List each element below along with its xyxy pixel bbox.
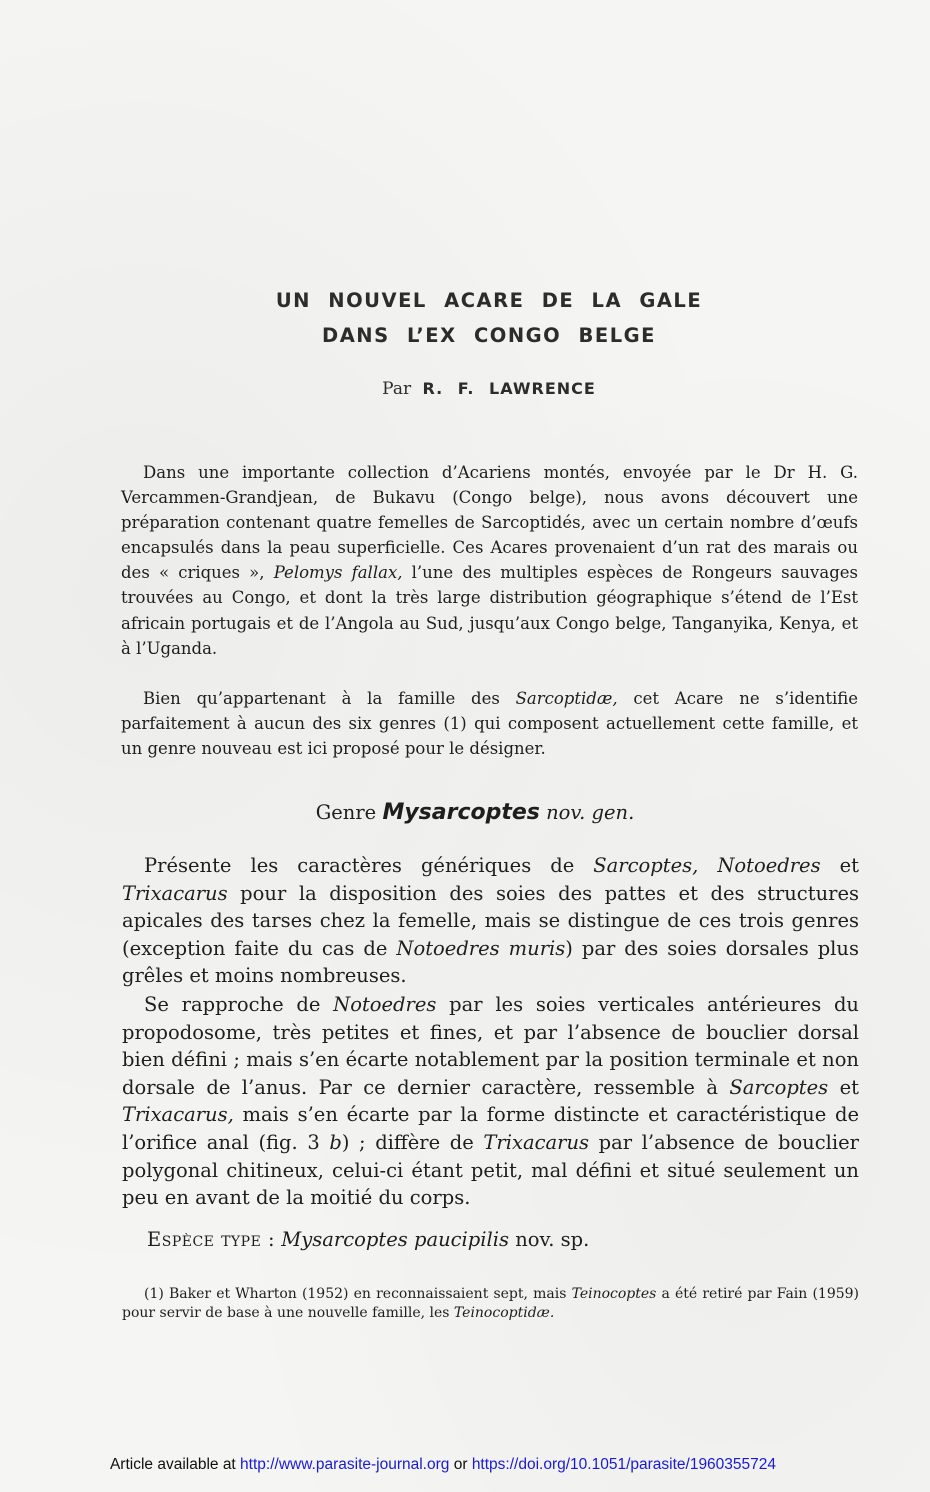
description-paragraph-2	[122, 991, 859, 1212]
footnote	[122, 1285, 859, 1322]
availability-footer	[0, 1456, 886, 1474]
doctor-abbrev: Dr	[773, 463, 795, 482]
genre-suffix: nov. gen.	[546, 801, 635, 824]
genus-ref: Sarcoptes	[729, 1075, 829, 1099]
genre-prefix: Genre	[315, 801, 377, 824]
footnote-text: a été retiré par Fain (1959) pour servir de base à une nouvelle famille, les	[122, 1286, 860, 1321]
journal-link[interactable]: http://www.parasite-journal.org	[240, 1456, 450, 1473]
body-text: par les soies verticales antérieures du propodosome, très petites et fines, et par l’absence de bouclier dorsal bien défini ; mais s’en écarte notablement par la position terminale et non dorsale de l’anus. Par ce dernier caractère, ressemble à	[122, 993, 859, 1099]
footnote-text: (1) Baker et Wharton (1952) en reconnaissaient sept, mais	[144, 1286, 572, 1302]
type-species-label: Espèce type :	[147, 1228, 276, 1251]
family-ref: Teinocoptidæ.	[453, 1304, 555, 1321]
body-text: par l’absence de bouclier polygonal chitineux, celui-ci étant petit, mal défini et situé seulement un peu en avant de la moitié du corps.	[122, 1130, 859, 1210]
footer-middle: or	[449, 1456, 472, 1473]
body-text: et	[820, 854, 860, 877]
genus-ref: Trixacarus	[483, 1130, 590, 1154]
species-ref: Notoedres muris	[396, 936, 566, 960]
genus-ref: Teinocoptes	[571, 1286, 657, 1302]
article-title-line-1: UN NOUVEL ACARE DE LA GALE	[275, 289, 703, 312]
footer-prefix: Article available at	[109, 1456, 241, 1473]
body-text: et	[828, 1075, 859, 1099]
genus-ref: Trixacarus,	[122, 1103, 234, 1127]
author-name: R. F. LAWRENCE	[422, 379, 596, 398]
family-name: Sarcoptidæ,	[515, 689, 618, 708]
type-species-suffix: nov. sp.	[515, 1228, 590, 1251]
byline	[0, 379, 930, 399]
genus-ref: Notoedres	[333, 993, 437, 1016]
figure-ref: b	[329, 1130, 342, 1154]
intro-text: H. G. Vercammen-Grandjean, de Bukavu (Congo belge), nous avons découvert une préparation contenant quatre femelles de Sarcoptidés, avec un certain nombre d’œufs encapsulés dans la peau superficielle. Ces Acares provenaient d’un rat des marais ou des « criques »,	[121, 463, 858, 583]
intro-text: l’une des multiples espèces de Rongeurs sauvages trouvées au Congo, et dont la très large distribution géographique s’étend de l’Est africain portugais et de l’Angola au Sud, jusqu’aux Congo belge, Tanganyika, Kenya, et à l’Uganda.	[121, 563, 858, 658]
genre-heading	[0, 800, 930, 825]
intro-text: Dans une importante collection d’Acariens montés, envoyée par le	[143, 463, 774, 482]
genus-ref: Trixacarus	[122, 881, 228, 905]
body-text: Se rapproche de	[144, 993, 334, 1016]
intro-paragraph-1	[121, 460, 858, 661]
body-text: mais s’en écarte par la forme distincte et caractéristique de l’orifice anal (fig. 3	[122, 1103, 859, 1154]
body-text: pour la disposition des soies des pattes et des structures apicales des tarses chez la femelle, mais se distingue de ces trois genres (exception faite du cas de	[122, 881, 859, 960]
intro-text: cet Acare ne s’identifie parfaitement à aucun des six genres (1) qui composent actuellement cette famille, et un genre nouveau est ici proposé pour le désigner.	[121, 689, 858, 759]
body-text: ) par des soies dorsales plus grêles et moins nombreuses.	[122, 936, 859, 988]
species-name: Pelomys fallax,	[273, 563, 403, 583]
genus-ref: Sarcoptes, Notoedres	[593, 854, 821, 877]
article-title-line-2: DANS L’EX CONGO BELGE	[322, 324, 656, 347]
intro-text: Bien qu’appartenant à la famille des	[143, 689, 516, 708]
type-species-line	[147, 1228, 589, 1251]
intro-paragraph-2	[121, 686, 858, 761]
type-species-name: Mysarcoptes paucipilis	[281, 1228, 509, 1251]
body-text: Présente les caractères génériques de	[144, 854, 594, 877]
byline-prefix: Par	[382, 379, 412, 399]
description-paragraph-1	[122, 852, 859, 990]
genus-name: Mysarcoptes	[382, 800, 540, 825]
doi-link[interactable]: https://doi.org/10.1051/parasite/1960355724	[471, 1456, 777, 1473]
body-text: ) ; diffère de	[341, 1130, 484, 1154]
